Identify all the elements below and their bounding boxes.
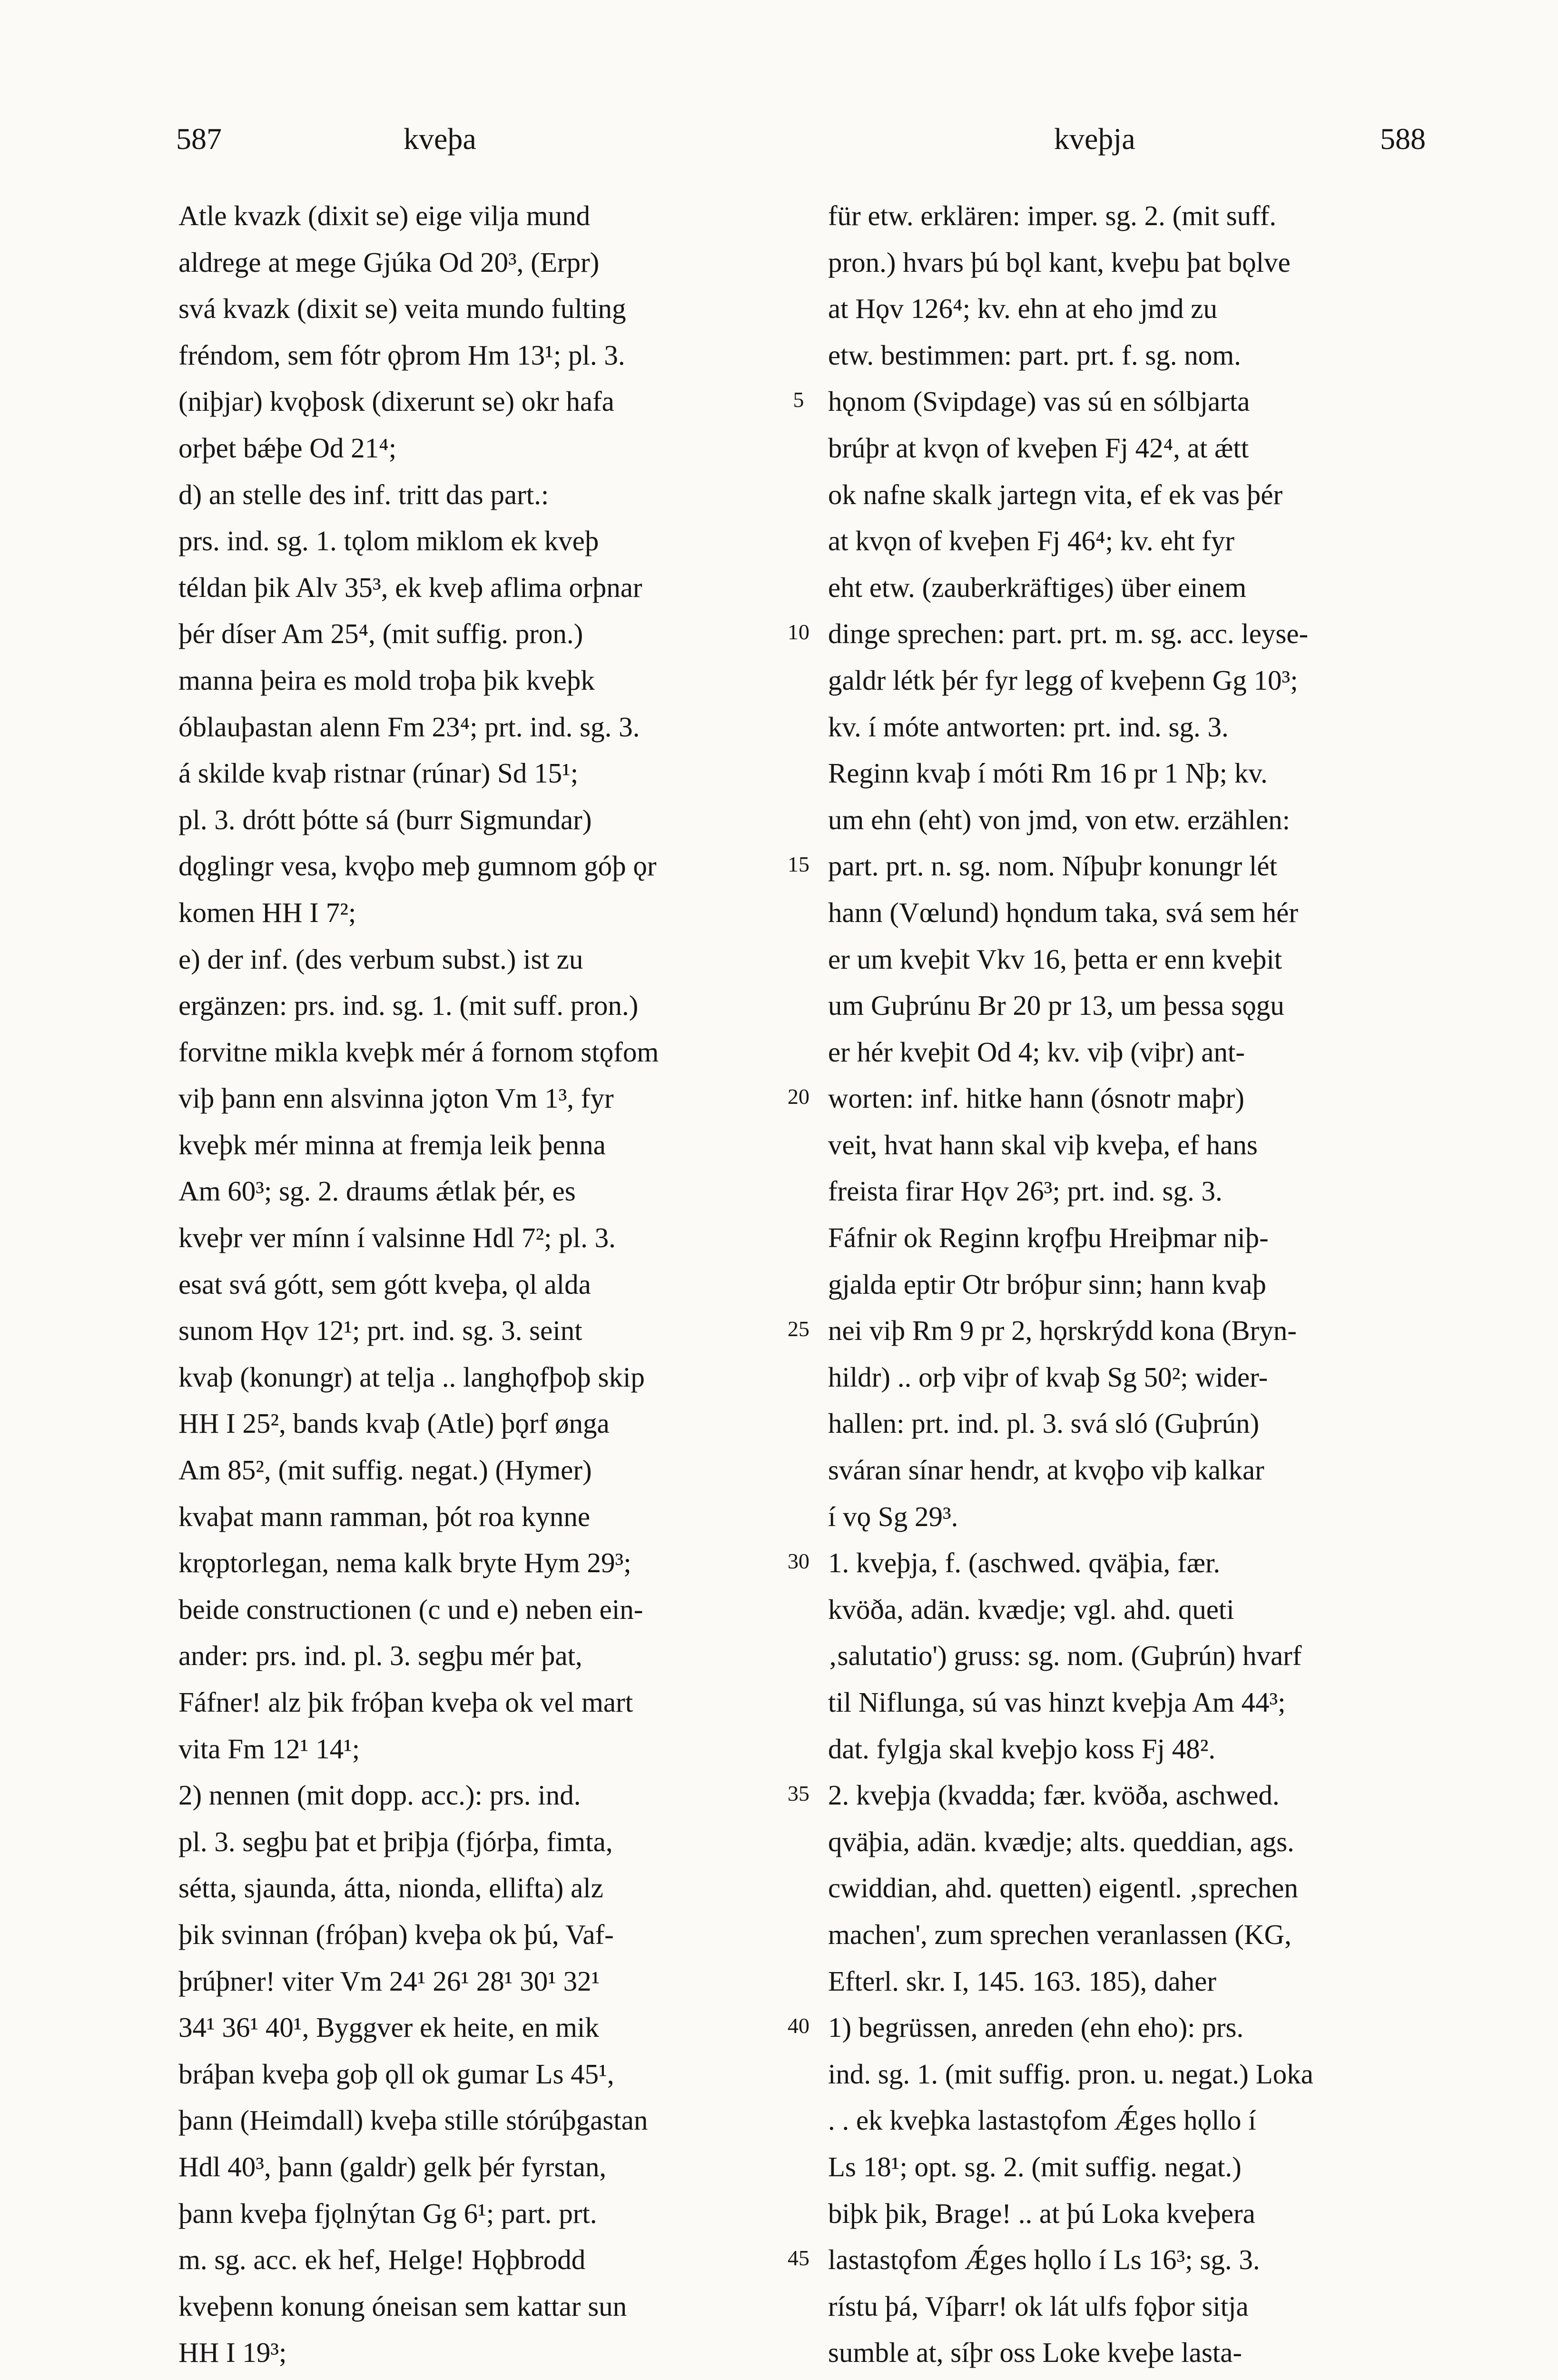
text-line: hann (Vœlund) hǫndum taka, svá sem hér [828,896,1299,928]
text-line: þann (Heimdall) kveþa stille stórúþgastan [178,2104,648,2136]
text-line: kvöða, adän. kvædje; vgl. ahd. queti [828,1593,1234,1625]
text-line: pl. 3. segþu þat et þriþja (fjórþa, fimta, [178,1825,613,1857]
text-line: e) der inf. (des verbum subst.) ist zu [178,943,583,975]
text-line: at kvǫn of kveþen Fj 46⁴; kv. eht fyr [828,525,1235,557]
left-page-number: 587 [176,122,222,156]
text-line: aldrege at mege Gjúka Od 20³, (Erpr) [178,246,600,278]
text-line: (niþjar) kvǫþosk (dixerunt se) okr hafa [178,386,614,417]
text-line: brúþr at kvǫn of kveþen Fj 42⁴, at ǽtt [828,432,1249,464]
text-line: óblauþastan alenn Fm 23⁴; prt. ind. sg. 3. [178,711,640,743]
text-line: HH I 19³; [178,2337,287,2369]
left-running-headword: kveþa [404,122,476,156]
text-line: komen HH I 7²; [178,896,356,928]
text-line: þér díser Am 25⁴, (mit suffig. pron.) [178,618,583,650]
text-line: etw. bestimmen: part. prt. f. sg. nom. [828,339,1241,371]
text-line: sunom Hǫv 12¹; prt. ind. sg. 3. seint [178,1315,582,1347]
text-line: ‚salutatio') gruss: sg. nom. (Guþrún) hvarf [828,1640,1302,1672]
text-line: er um kveþit Vkv 16, þetta er enn kveþit [828,943,1282,975]
text-line: hallen: prt. ind. pl. 3. svá sló (Guþrún) [828,1408,1260,1439]
text-line: für etw. erklären: imper. sg. 2. (mit suff. [828,200,1277,231]
left-text-column [178,193,769,2380]
text-line: galdr létk þér fyr legg of kveþenn Gg 10³; [828,664,1298,696]
text-line: Fáfner! alz þik fróþan kveþa ok vel mart [178,1686,633,1718]
text-line: orþet bǽþe Od 21⁴; [178,432,397,464]
text-line: kvaþat mann ramman, þót roa kynne [178,1500,591,1532]
line-number: 35 [788,1781,809,1806]
text-line: vita Fm 12¹ 14¹; [178,1733,360,1765]
text-line: esat svá gótt, sem gótt kveþa, ǫl alda [178,1268,591,1300]
text-line: téldan þik Alv 35³, ek kveþ aflima orþnar [178,571,642,603]
text-line: manna þeira es mold troþa þik kveþk [178,664,595,696]
text-line: ander: prs. ind. pl. 3. segþu mér þat, [178,1640,582,1672]
text-line: part. prt. n. sg. nom. Níþuþr konungr lét [828,850,1277,882]
text-line: HH I 25², bands kvaþ (Atle) þǫrf ønga [178,1408,610,1439]
right-running-headword: kveþja [1054,122,1135,156]
text-line [178,2376,769,2380]
text-line: biþk þik, Brage! .. at þú Loka kveþera [828,2197,1255,2229]
text-line: í vǫ Sg 29³. [828,1500,958,1532]
text-line: 1) begrüssen, anreden (ehn eho): prs. [828,2012,1244,2043]
text-line: svá kvazk (dixit se) veita mundo fulting [178,293,626,325]
text-line: er hér kveþit Od 4; kv. viþ (viþr) ant- [828,1036,1245,1068]
text-line: nei viþ Rm 9 pr 2, hǫrskrýdd kona (Bryn- [828,1315,1297,1347]
text-line: d) an stelle des inf. tritt das part.: [178,478,549,510]
text-line: viþ þann enn alsvinna jǫton Vm 1³, fyr [178,1082,614,1114]
text-line: gjalda eptir Otr bróþur sinn; hann kvaþ [828,1268,1266,1300]
text-line: at Hǫv 126⁴; kv. ehn at eho jmd zu [828,293,1217,325]
text-line: dat. fylgja skal kveþjo koss Fj 48². [828,1733,1216,1765]
line-number: 45 [788,2246,809,2271]
text-line: ind. sg. 1. (mit suffig. pron. u. negat.) Loka [828,2058,1313,2090]
text-line: pl. 3. drótt þótte sá (burr Sigmundar) [178,803,592,835]
line-number: 5 [793,387,804,412]
text-line: Am 60³; sg. 2. draums ǽtlak þér, es [178,1175,576,1207]
text-line: þik svinnan (fróþan) kveþa ok þú, Vaf- [178,1918,614,1950]
text-line: til Niflunga, sú vas hinzt kveþja Am 44³; [828,1686,1286,1718]
text-line: hǫnom (Svipdage) vas sú en sólbjarta [828,386,1250,417]
text-line: krǫptorlegan, nema kalk bryte Hym 29³; [178,1547,631,1579]
text-line: á skilde kvaþ ristnar (rúnar) Sd 15¹; [178,757,579,789]
line-number: 15 [788,852,809,877]
text-line: þrúþner! viter Vm 24¹ 26¹ 28¹ 30¹ 32¹ [178,1965,600,1997]
text-line: veit, hvat hann skal viþ kveþa, ef hans [828,1129,1258,1160]
text-line: rístu þá, Víþarr! ok lát ulfs fǫþor sitja [828,2290,1249,2322]
text-line: fréndom, sem fótr ǫþrom Hm 13¹; pl. 3. [178,339,625,371]
text-line: þann kveþa fjǫlnýtan Gg 6¹; part. prt. [178,2197,597,2229]
text-line: lastastǫfom Ǽges hǫllo í Ls 16³; sg. 3. [828,2244,1260,2276]
text-line: Am 85², (mit suffig. negat.) (Hymer) [178,1454,592,1486]
text-line: kvaþ (konungr) at telja .. langhǫfþoþ skip [178,1361,645,1393]
text-line: ok nafne skalk jartegn vita, ef ek vas þér [828,478,1283,510]
text-line: kveþenn konung óneisan sem kattar sun [178,2290,627,2322]
text-line: eht etw. (zauberkräftiges) über einem [828,571,1247,603]
text-line: cwiddian, ahd. quetten) eigentl. ‚sprechen [828,1872,1298,1904]
line-number: 30 [788,1549,809,1574]
line-number: 40 [788,2013,809,2038]
text-line: Efterl. skr. I, 145. 163. 185), daher [828,1965,1216,1997]
text-line: beide constructionen (c und e) neben ein- [178,1593,643,1625]
text-line: dinge sprechen: part. prt. m. sg. acc. leyse- [828,618,1309,650]
text-line: . . ek kveþka lastastǫfom Ǽges hǫllo í [828,2104,1256,2136]
text-line: worten: inf. hitke hann (ósnotr maþr) [828,1082,1244,1114]
text-line: machen', zum sprechen veranlassen (KG, [828,1918,1292,1950]
text-line: freista firar Hǫv 26³; prt. ind. sg. 3. [828,1175,1223,1207]
text-line: um Guþrúnu Br 20 pr 13, um þessa sǫgu [828,990,1284,1021]
text-line: Fáfnir ok Reginn krǫfþu Hreiþmar niþ- [828,1222,1269,1254]
text-line: sváran sínar hendr, at kvǫþo viþ kalkar [828,1454,1264,1486]
text-line: Ls 18¹; opt. sg. 2. (mit suffig. negat.) [828,2151,1242,2182]
text-line: dǫglingr vesa, kvǫþo meþ gumnom góþ ǫr [178,850,657,882]
text-line: Reginn kvaþ í móti Rm 16 pr 1 Nþ; kv. [828,757,1268,789]
text-line: 2. kveþja (kvadda; fær. kvöða, aschwed. [828,1779,1280,1811]
right-text-column [828,193,1432,2380]
text-line: kveþk mér minna at fremja leik þenna [178,1129,606,1160]
text-line: bráþan kveþa goþ ǫll ok gumar Ls 45¹, [178,2058,614,2090]
text-line: um ehn (eht) von jmd, von etw. erzählen: [828,803,1291,835]
text-line: qväþia, adän. kvædje; alts. queddian, ags. [828,1825,1294,1857]
text-line: ergänzen: prs. ind. sg. 1. (mit suff. pron.) [178,990,639,1021]
text-line: hildr) .. orþ viþr of kvaþ Sg 50²; wider- [828,1361,1268,1393]
right-page-number: 588 [1380,122,1426,156]
line-number: 10 [788,620,809,645]
text-line [828,2376,1432,2380]
text-line: Hdl 40³, þann (galdr) gelk þér fyrstan, [178,2151,607,2182]
text-line: kv. í móte antworten: prt. ind. sg. 3. [828,711,1229,743]
text-line: pron.) hvars þú bǫl kant, kveþu þat bǫlve [828,246,1291,278]
line-number: 25 [788,1317,809,1341]
line-number: 20 [788,1084,809,1109]
text-line: 1. kveþja, f. (aschwed. qväþia, fær. [828,1547,1221,1579]
text-line: kveþr ver mínn í valsinne Hdl 7²; pl. 3. [178,1222,616,1254]
text-line: 34¹ 36¹ 40¹, Byggver ek heite, en mik [178,2012,599,2043]
text-line: Atle kvazk (dixit se) eige vilja mund [178,200,591,231]
text-line: sumble at, síþr oss Loke kveþe lasta- [828,2337,1242,2369]
text-line: forvitne mikla kveþk mér á fornom stǫfom [178,1036,659,1068]
text-line: m. sg. acc. ek hef, Helge! Hǫþbrodd [178,2244,586,2276]
text-line: sétta, sjaunda, átta, nionda, ellifta) alz [178,1872,603,1904]
text-line: prs. ind. sg. 1. tǫlom miklom ek kveþ [178,525,599,557]
text-line: 2) nennen (mit dopp. acc.): prs. ind. [178,1779,581,1811]
